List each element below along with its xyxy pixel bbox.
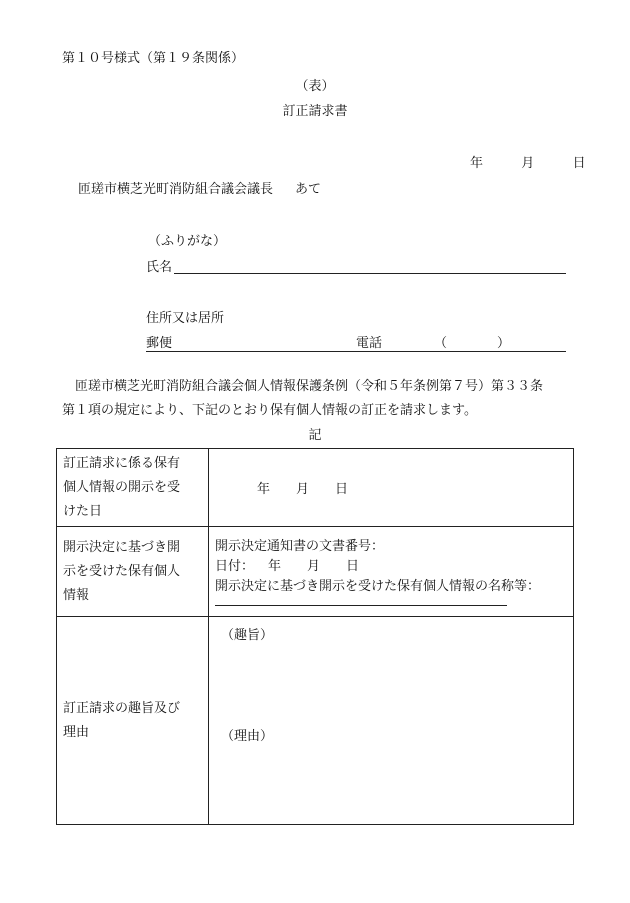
phone-paren-close: ） <box>497 336 511 351</box>
purpose-heading: （趣旨） <box>221 628 274 643</box>
phone-label: 電話 <box>356 336 383 351</box>
disclosure-date-field[interactable] <box>209 449 574 527</box>
document-title: 訂正請求書 <box>282 104 348 119</box>
disclosure-month: 月 <box>296 482 310 497</box>
table-row <box>57 449 574 527</box>
disclosure-date-label: 訂正請求に係る保有 個人情報の開示を受 けた日 <box>57 449 209 527</box>
notice-document-number: 開示決定通知書の文書番号： <box>215 539 385 554</box>
disclosure-day: 日 <box>335 482 349 497</box>
notice-date: 日付： 年 月 日 <box>215 559 360 574</box>
furigana-label: （ふりがな） <box>148 234 227 249</box>
addressee-suffix: あて <box>295 182 322 197</box>
disclosed-info-field[interactable] <box>209 527 574 617</box>
ki-heading: 記 <box>308 428 322 443</box>
disclosed-info-label: 開示決定に基づき開 示を受けた保有個人 情報 <box>57 527 209 617</box>
date-day: 日 <box>572 156 586 171</box>
statement-line-2: 第１項の規定により、下記のとおり保有個人情報の訂正を請求します。 <box>62 403 477 418</box>
request-statement <box>62 375 582 423</box>
name-field[interactable] <box>174 273 566 274</box>
table-row <box>57 617 574 825</box>
disclosure-year: 年 <box>257 482 271 497</box>
address-label: 住所又は居所 <box>146 311 225 326</box>
form-number: 第１０号様式（第１９条関係） <box>62 51 245 66</box>
statement-line-1: 匝瑳市横芝光町消防組合議会個人情報保護条例（令和５年条例第７号）第３３条 <box>75 379 544 394</box>
request-date <box>470 156 586 172</box>
addressee <box>78 182 321 198</box>
postal-label: 郵便 <box>146 336 173 351</box>
info-name-blank[interactable] <box>215 603 507 606</box>
purpose-reason-field[interactable] <box>209 617 574 825</box>
purpose-reason-label: 訂正請求の趣旨及び 理由 <box>57 617 209 825</box>
date-year: 年 <box>470 156 484 171</box>
address-field[interactable] <box>146 351 566 352</box>
reason-heading: （理由） <box>221 729 274 744</box>
date-month: 月 <box>521 156 535 171</box>
phone-paren-open: （ <box>434 336 448 351</box>
correction-request-table <box>56 448 574 825</box>
addressee-name: 匝瑳市横芝光町消防組合議会議長 <box>78 182 274 197</box>
disclosed-info-name: 開示決定に基づき開示を受けた保有個人情報の名称等： <box>215 579 541 594</box>
table-row <box>57 527 574 617</box>
form-side-label: （表） <box>295 79 335 94</box>
name-label: 氏名 <box>146 260 173 275</box>
